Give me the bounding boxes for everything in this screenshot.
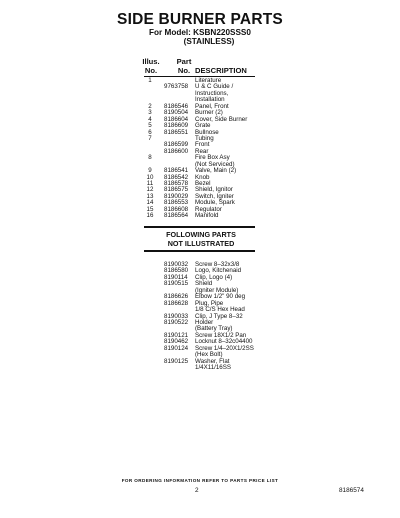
model-number: For Model: KSBN220SSS0 <box>149 28 251 37</box>
column-header-part-no: No. <box>177 66 191 75</box>
part-number: 8186608 <box>164 205 189 213</box>
part-description: Holder <box>195 318 214 326</box>
part-number: 8186553 <box>164 199 189 207</box>
column-header-illus: Illus. <box>142 57 160 66</box>
section-rule <box>144 226 255 228</box>
part-number: 8190124 <box>164 344 189 352</box>
illus-number: 3 <box>148 109 152 117</box>
part-number: 8186580 <box>164 267 189 275</box>
part-description: Switch, Igniter <box>195 192 234 200</box>
part-number: 8186551 <box>164 128 189 136</box>
part-description: Panel, Front <box>195 102 229 110</box>
part-description: (Not Serviced) <box>195 160 235 168</box>
part-description: Regulator <box>195 205 222 213</box>
illus-number: 14 <box>146 199 154 207</box>
illus-number: 10 <box>146 173 154 181</box>
column-header-part: Part <box>176 57 192 66</box>
illus-number: 9 <box>148 167 152 175</box>
part-description: Burner (2) <box>195 109 223 117</box>
part-description: Rear <box>195 147 209 155</box>
part-description: Literature <box>195 77 222 84</box>
part-description: Shield, Ignitor <box>195 186 233 194</box>
page-title: SIDE BURNER PARTS <box>117 11 283 28</box>
column-header-description: DESCRIPTION <box>195 66 247 75</box>
document-number: 8186574 <box>339 487 364 494</box>
part-description: Front <box>195 141 210 149</box>
illus-number: 11 <box>146 180 154 187</box>
part-number: 8190029 <box>164 192 189 200</box>
part-description: Cover, Side Burner <box>195 115 248 123</box>
illus-number: 16 <box>146 212 154 220</box>
part-description: 1/4X11/16SS <box>195 364 232 371</box>
part-description: Module, Spark <box>195 199 235 207</box>
part-description: U & C Guide / <box>195 83 234 91</box>
part-number: 8186541 <box>164 167 189 175</box>
part-number: 8190114 <box>164 273 188 281</box>
parts-row <box>0 213 400 219</box>
not-illustrated-list <box>0 262 400 371</box>
illus-number: 15 <box>146 205 154 213</box>
part-description: (Igniter Module) <box>195 286 239 294</box>
illus-number: 7 <box>148 134 152 142</box>
part-number: 8186564 <box>164 212 189 220</box>
part-description: Locknut 8–32c04400 <box>195 338 253 346</box>
part-description: Shield <box>195 280 213 288</box>
part-description: Screw 8–32x3/8 <box>195 261 240 268</box>
parts-list <box>0 78 400 220</box>
part-description: Fire Box Asy <box>195 154 230 162</box>
illus-number: 5 <box>148 122 152 130</box>
part-number: 8186609 <box>164 122 189 130</box>
illus-number: 1 <box>148 77 152 84</box>
illus-number: 4 <box>148 115 152 123</box>
part-number: 8186575 <box>164 186 189 194</box>
part-number: 8190032 <box>164 261 189 268</box>
part-number: 8190504 <box>164 109 189 117</box>
part-description: Elbow 1/2" 90 deg <box>195 293 246 301</box>
part-number: 8190462 <box>164 338 189 346</box>
part-number: 8186546 <box>164 102 189 110</box>
part-number: 9763758 <box>164 83 189 91</box>
part-description: (Hex Bolt) <box>195 351 223 359</box>
following-parts-heading: FOLLOWING PARTS <box>166 230 236 239</box>
illus-number: 6 <box>148 128 152 136</box>
part-description: Bezel <box>195 180 211 187</box>
part-description: Bullnose <box>195 128 219 136</box>
part-number: 8186628 <box>164 299 189 307</box>
illus-number: 8 <box>148 154 152 162</box>
not-illustrated-heading: NOT ILLUSTRATED <box>167 239 235 248</box>
part-description: Clip, Logo (4) <box>195 273 233 281</box>
illus-number: 12 <box>146 186 154 194</box>
part-number: 8190121 <box>164 331 189 339</box>
part-description: Plug, Pipe <box>195 299 224 307</box>
part-number: 8190125 <box>164 357 189 365</box>
part-description: Logo, Kitchenaid <box>195 267 242 275</box>
part-description: Knob <box>195 173 210 181</box>
page-number: 2 <box>195 487 199 494</box>
part-number: 8186604 <box>164 115 189 123</box>
illus-number: 13 <box>146 192 154 200</box>
part-description: Screw 18X1/2 Pan <box>195 331 247 339</box>
part-number: 8186599 <box>164 141 189 149</box>
part-description: Grate <box>195 122 211 130</box>
column-header-illus-no: No. <box>144 66 158 75</box>
part-description: Manifold <box>195 212 219 220</box>
part-number: 8186600 <box>164 147 189 155</box>
part-description: Screw 1/4–20X1/2SS <box>195 344 254 352</box>
model-variant: (STAINLESS) <box>183 37 235 46</box>
part-description: Clip, J Type 8–32 <box>195 312 243 320</box>
part-description: 1/8 C/S Hex Head <box>195 306 245 314</box>
part-number: 8190515 <box>164 280 189 288</box>
part-description: Instructions, <box>195 89 229 97</box>
not-illustrated-row <box>0 365 400 371</box>
part-description: Tubing <box>195 134 214 142</box>
part-number: 8186578 <box>164 180 189 187</box>
part-description: Washer, Flat <box>195 357 230 365</box>
illus-number: 2 <box>148 102 152 110</box>
ordering-note: FOR ORDERING INFORMATION REFER TO PARTS PRICE LIST <box>121 478 279 483</box>
part-description: Installation <box>195 96 225 104</box>
section-rule-bottom <box>144 250 255 252</box>
part-number: 8190033 <box>164 312 189 320</box>
part-description: Valve, Main (2) <box>195 167 237 175</box>
part-number: 8190522 <box>164 318 189 326</box>
part-number: 8186626 <box>164 293 189 301</box>
part-number: 8186542 <box>164 173 189 181</box>
part-description: (Battery Tray) <box>195 325 233 333</box>
